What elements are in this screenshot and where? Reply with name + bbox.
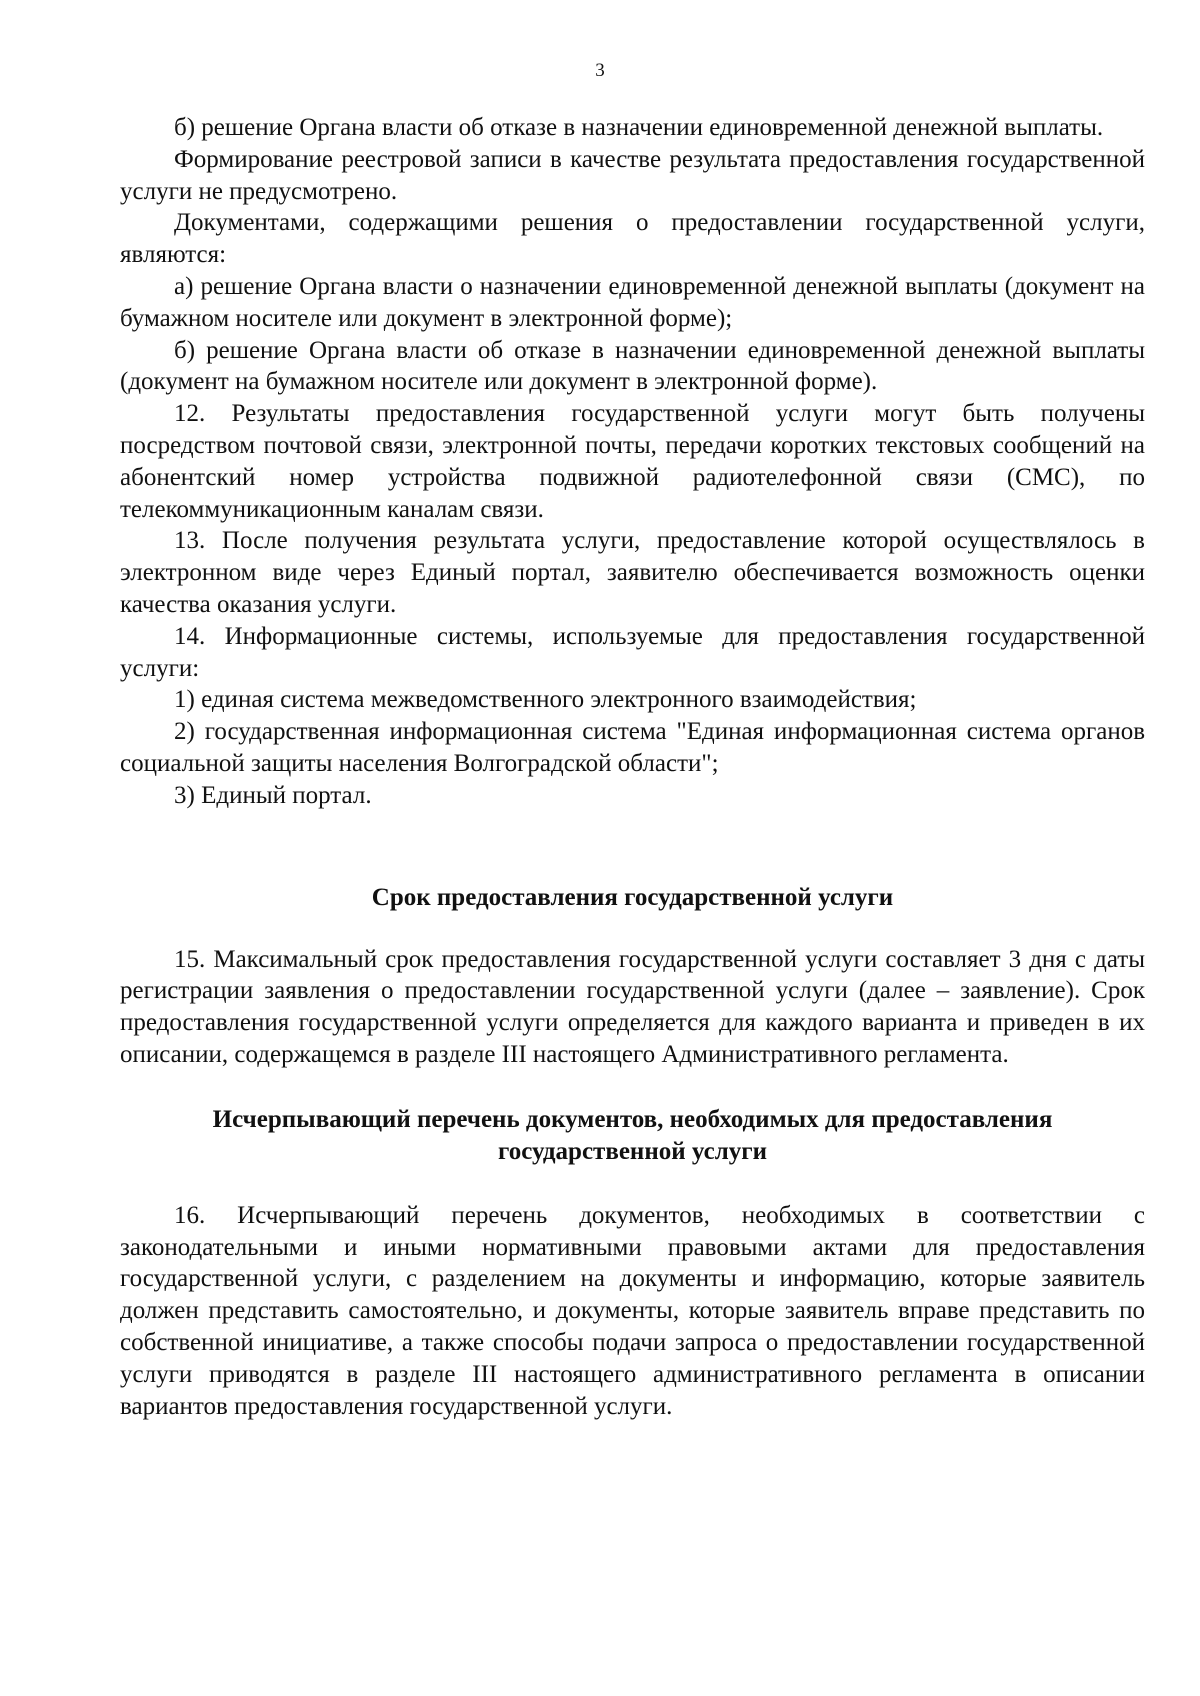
paragraph-14: 14. Информационные системы, используемые для предоставления государственной услуги: [120,622,1145,682]
paragraph-16: 16. Исчерпывающий перечень документов, необходимых в соответствии с законодательными и иными нормативными правовыми актами для предоставления государственной услуги, с разделением на документы и информацию, которые заявитель должен представить самостоятельно, и документы, которые заявитель вправе представить по собственной инициативе, а также способы подачи запроса о предоставлении государственной услуги приводятся в разделе III настоящего административного регламента в описании вариантов предоставления государственной услуги. [120,1201,1145,1420]
page-number: 3 [595,60,605,81]
paragraph-registry-record: Формирование реестровой записи в качестве результата предоставления государственной услуги не предусмотрено. [120,145,1145,205]
section-heading-documents-line2: государственной услуги [497,1137,768,1165]
paragraph-documents-decisions: Документами, содержащими решения о предоставлении государственной услуги, являются: [120,209,1145,269]
document-body [120,112,1145,1422]
section-heading-documents [120,1104,1145,1168]
section-heading-documents-line1: Исчерпывающий перечень документов, необходимых для предоставления [212,1105,1053,1133]
list-item-3: 3) Единый портал. [174,781,372,809]
paragraph-13: 13. После получения результата услуги, предоставление которой осуществлялось в электронном виде через Единый портал, заявителю обеспечивается возможность оценки качества оказания услуги. [120,527,1145,618]
paragraph-decision-b: б) решение Органа власти об отказе в назначении единовременной денежной выплаты (документ на бумажном носителе или документ в электронной форме). [120,336,1145,396]
list-item-2: 2) государственная информационная система "Единая информационная система органов социальной защиты населения Волгоградской области"; [120,718,1145,777]
paragraph-12: 12. Результаты предоставления государственной услуги могут быть получены посредством почтовой связи, электронной почты, передачи коротких текстовых сообщений на абонентский номер устройства подвижной радиотелефонной связи (СМС), по телекоммуникационным каналам связи. [120,400,1145,523]
section-heading-term: Срок предоставления государственной услуги [371,883,894,911]
paragraph-decision-a: а) решение Органа власти о назначении единовременной денежной выплаты (документ на бумажном носителе или документ в электронной форме); [120,272,1145,332]
paragraph-15: 15. Максимальный срок предоставления государственной услуги составляет 3 дня с даты регистрации заявления о предоставлении государственной услуги (далее – заявление). Срок предоставления государственной услуги определяется для каждого варианта и приведен в их описании, содержащемся в разделе III настоящего Административного регламента. [120,945,1145,1068]
paragraph-result-b: б) решение Органа власти об отказе в назначении единовременной денежной выплаты. [174,114,1104,141]
list-item-1: 1) единая система межведомственного электронного взаимодействия; [174,686,917,714]
